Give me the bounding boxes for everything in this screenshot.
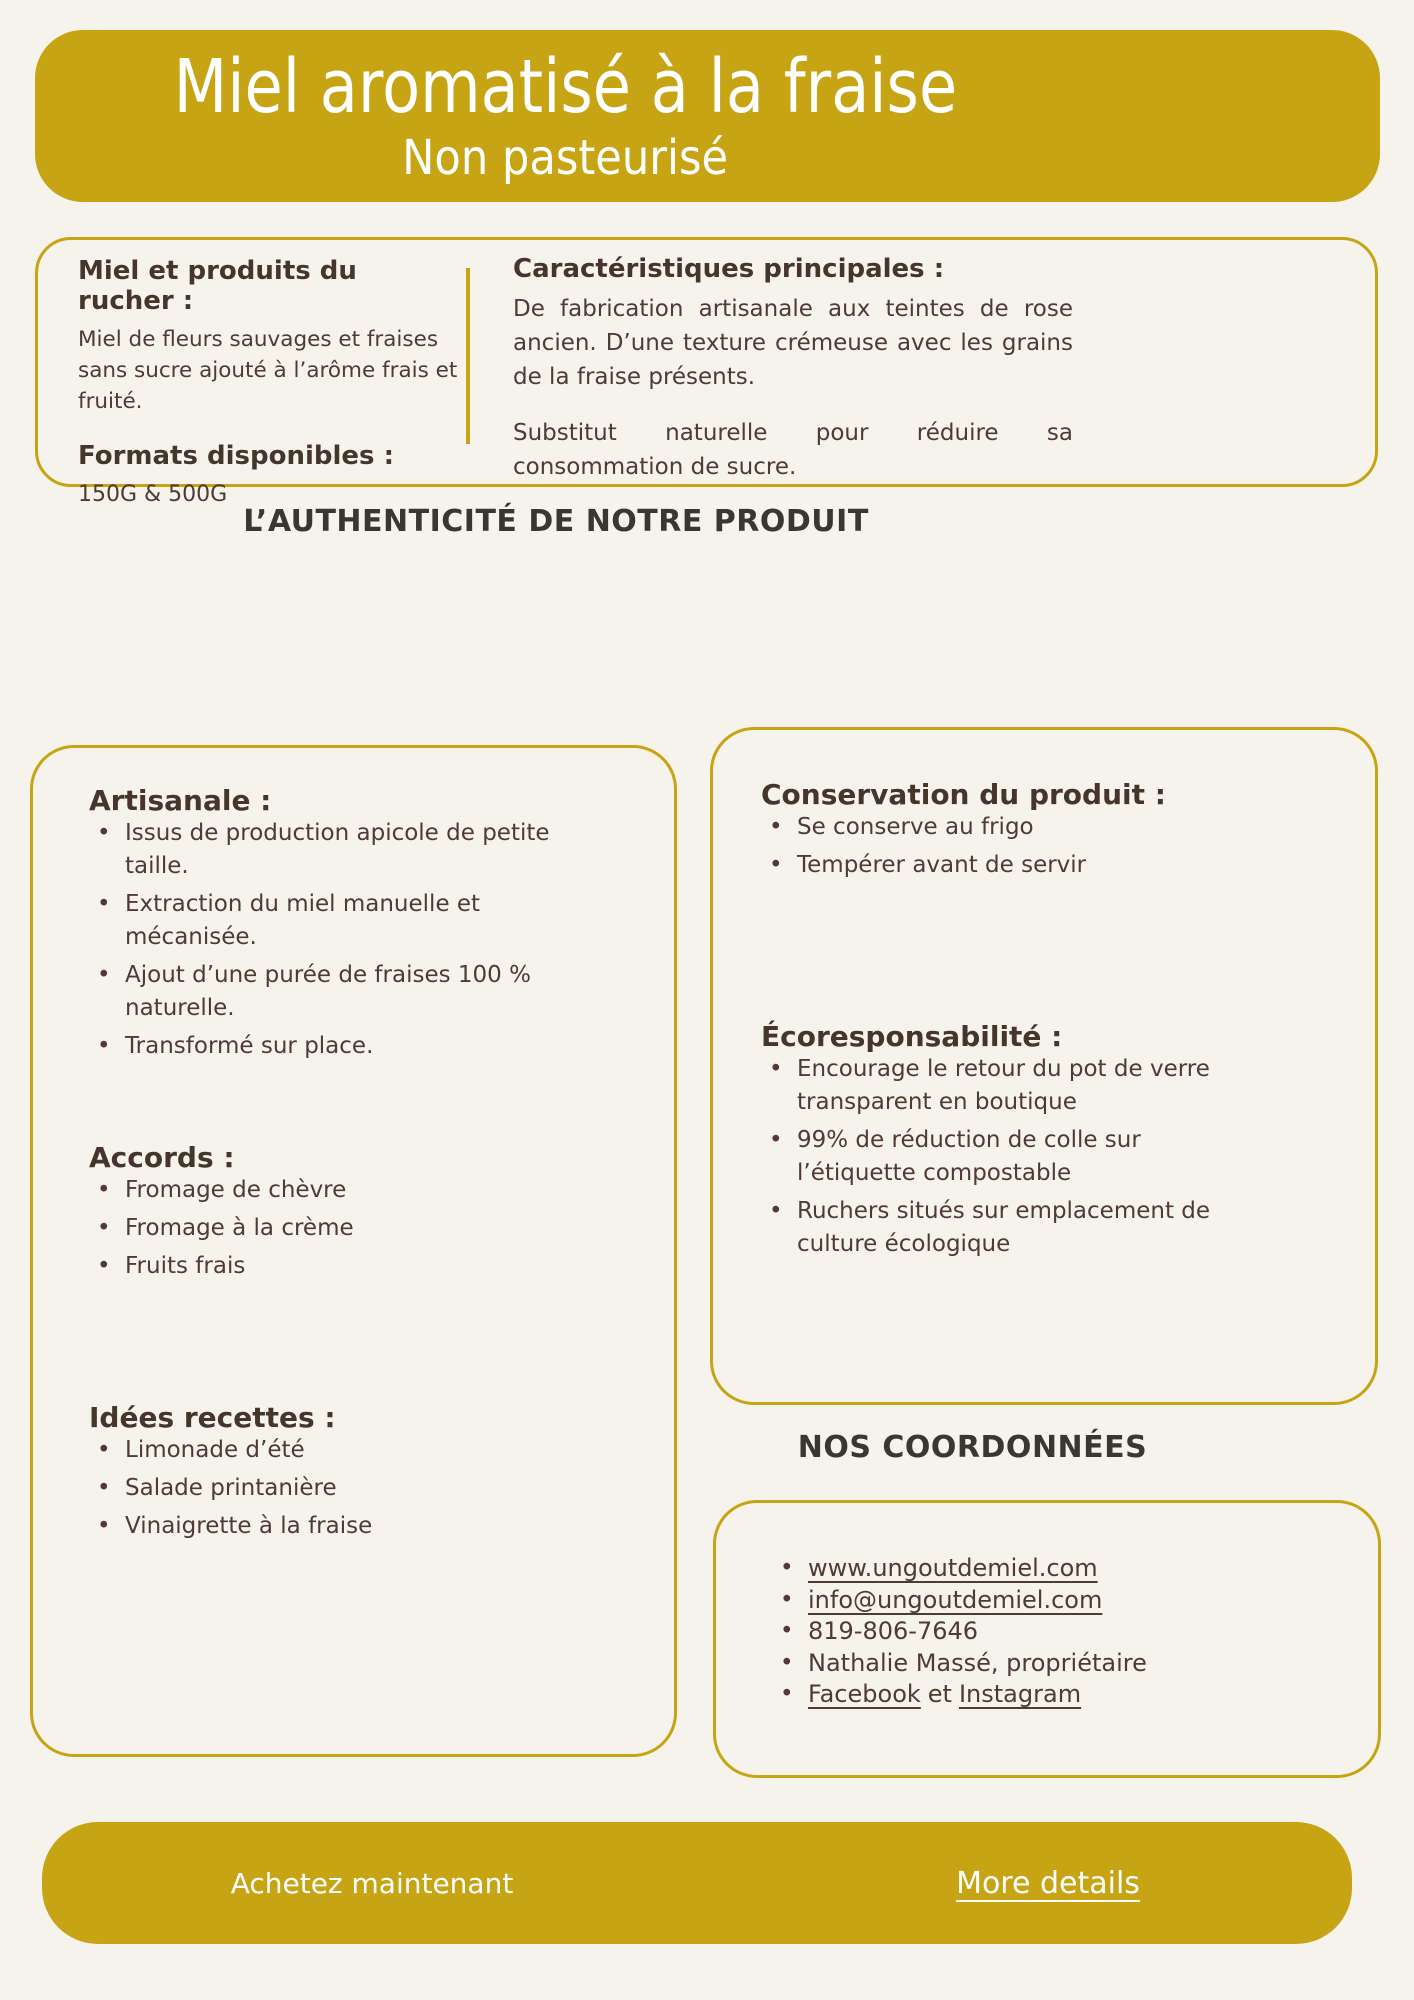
list-item: • Transformé sur place. bbox=[89, 1030, 578, 1063]
accords-list bbox=[89, 1174, 578, 1283]
ecoresponsabilite-list bbox=[761, 1053, 1259, 1261]
characteristics-heading: Caractéristiques principales : bbox=[513, 254, 945, 284]
list-item: • Tempérer avant de servir bbox=[761, 849, 1259, 882]
page-subtitle: Non pasteurisé bbox=[401, 130, 728, 186]
list-item bbox=[772, 1648, 1338, 1680]
idees-recettes-list bbox=[89, 1434, 578, 1543]
list-item: • Ruchers situés sur emplacement de culture écologique bbox=[761, 1195, 1259, 1261]
column-divider bbox=[466, 268, 470, 444]
buy-now-button[interactable]: Achetez maintenant bbox=[230, 1866, 514, 1900]
accords-heading: Accords : bbox=[89, 1141, 235, 1174]
header-banner bbox=[35, 30, 1380, 202]
email-link[interactable]: info@ungoutdemiel.com bbox=[808, 1585, 1103, 1614]
conservation-list bbox=[761, 811, 1259, 882]
page-title: Miel aromatisé à la fraise bbox=[173, 44, 957, 130]
list-item: • Se conserve au frigo bbox=[761, 811, 1259, 844]
list-item: • Issus de production apicole de petite taille. bbox=[89, 817, 578, 883]
facebook-link[interactable]: Facebook bbox=[808, 1680, 921, 1708]
owner-name: Nathalie Massé, propriétaire bbox=[808, 1648, 1147, 1677]
list-item bbox=[772, 1585, 1338, 1617]
product-summary-left-column bbox=[78, 256, 460, 510]
characteristics-paragraph-2: Substitut naturelle pour réduire sa consommation de sucre. bbox=[513, 420, 1073, 480]
honey-products-description: Miel de fleurs sauvages et fraises sans sucre ajouté à l’arôme frais et fruité. bbox=[78, 327, 458, 414]
list-item: • Limonade d’été bbox=[89, 1434, 578, 1467]
formats-value: 150G & 500G bbox=[78, 482, 228, 507]
list-item bbox=[772, 1616, 1338, 1648]
characteristics-paragraph-1: De fabrication artisanale aux teintes de rose ancien. D’une texture crémeuse avec les grains de la fraise présents. bbox=[513, 296, 1073, 390]
authenticity-section-title: L’AUTHENTICITÉ DE NOTRE PRODUIT bbox=[243, 504, 869, 539]
list-item: • Encourage le retour du pot de verre transparent en boutique bbox=[761, 1053, 1259, 1119]
ecoresponsabilite-heading: Écoresponsabilité : bbox=[761, 1020, 1063, 1053]
idees-recettes-heading: Idées recettes : bbox=[89, 1401, 336, 1434]
list-item bbox=[772, 1679, 1338, 1711]
more-details-link[interactable]: More details bbox=[956, 1865, 1140, 1901]
footer-bar bbox=[42, 1822, 1352, 1944]
formats-heading: Formats disponibles : bbox=[78, 441, 394, 471]
list-item: • 99% de réduction de colle sur l’étiquette compostable bbox=[761, 1124, 1259, 1190]
website-link[interactable]: www.ungoutdemiel.com bbox=[808, 1554, 1098, 1582]
product-summary-right-column bbox=[513, 254, 1073, 484]
instagram-link[interactable]: Instagram bbox=[958, 1680, 1082, 1708]
conservation-heading: Conservation du produit : bbox=[761, 778, 1166, 811]
honey-products-heading: Miel et produits du rucher : bbox=[78, 256, 357, 316]
artisanale-heading: Artisanale : bbox=[89, 784, 272, 817]
list-item: • Vinaigrette à la fraise bbox=[89, 1510, 578, 1543]
artisanale-list bbox=[89, 817, 578, 1063]
list-item: • Salade printanière bbox=[89, 1472, 578, 1505]
list-item: • Fromage de chèvre bbox=[89, 1174, 578, 1207]
conservation-panel bbox=[710, 727, 1378, 1405]
list-item: • Extraction du miel manuelle et mécanisée. bbox=[89, 888, 578, 954]
list-item bbox=[772, 1553, 1338, 1585]
contact-list bbox=[772, 1553, 1338, 1711]
coordonnees-section-title: NOS COORDONNÉES bbox=[797, 1430, 1148, 1465]
list-item: • Fruits frais bbox=[89, 1250, 578, 1283]
list-item: • Ajout d’une purée de fraises 100 % naturelle. bbox=[89, 959, 578, 1025]
product-summary-box bbox=[35, 237, 1378, 507]
list-item: • Fromage à la crème bbox=[89, 1212, 578, 1245]
phone-number: 819-806-7646 bbox=[808, 1617, 979, 1645]
contact-box bbox=[713, 1500, 1381, 1778]
artisanale-panel bbox=[30, 745, 677, 1757]
header-text-block bbox=[35, 30, 1095, 202]
social-connector: et bbox=[927, 1680, 952, 1708]
